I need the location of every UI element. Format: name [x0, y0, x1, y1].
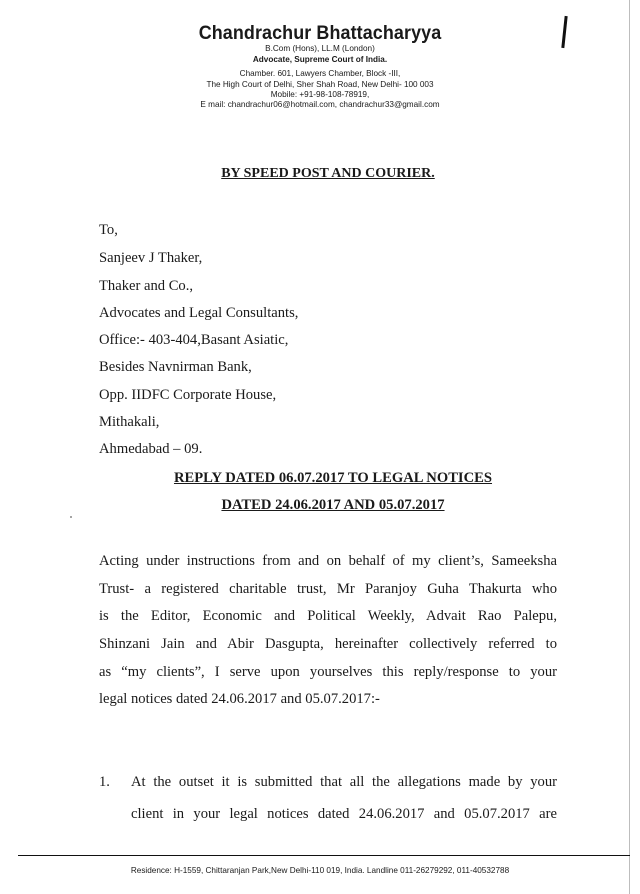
footer-rule — [18, 855, 630, 856]
recipient-line: Office:- 403-404,Basant Asiatic, — [99, 332, 289, 348]
subject-line-2: DATED 24.06.2017 AND 05.07.2017 — [221, 497, 445, 513]
letterhead-mobile: Mobile: +91-98-108-78919, — [270, 90, 370, 99]
paragraph-line: Trust- a registered charitable trust, Mr Paranjoy Guha Thakurta who — [99, 580, 557, 597]
paragraph-line: legal notices dated 24.06.2017 and 05.07.2017:- — [99, 691, 380, 708]
footer-residence: Residence: H-1559, Chittaranjan Park,New Delhi-110 019, India. Landline 011-26279292, 011-40532788 — [130, 866, 510, 875]
paragraph-line: is the Editor, Economic and Political Weekly, Advait Rao Palepu, — [99, 608, 557, 625]
page-edge — [629, 0, 630, 894]
letterhead-chamber: Chamber. 601, Lawyers Chamber, Block -III, — [239, 69, 401, 78]
recipient-line: Sanjeev J Thaker, — [99, 250, 203, 266]
recipient-line: Ahmedabad – 09. — [99, 441, 203, 457]
recipient-line: Mithakali, — [99, 414, 160, 430]
letterhead-name: Chandrachur Bhattacharyya — [198, 22, 442, 44]
intro-paragraph — [99, 548, 557, 714]
item-number: 1. — [99, 774, 110, 790]
paragraph-line: Shinzani Jain and Abir Dasgupta, hereinafter collectively referred to — [99, 636, 557, 653]
item-1-text — [131, 774, 557, 834]
letterhead-court-address: The High Court of Delhi, Sher Shah Road, New Delhi- 100 003 — [206, 80, 434, 89]
recipient-line: Opp. IIDFC Corporate House, — [99, 387, 277, 403]
paragraph-line: Acting under instructions from and on behalf of my client’s, Sameeksha — [99, 553, 557, 569]
letterhead-qualifications: B.Com (Hons), LL.M (London) — [265, 44, 375, 53]
delivery-heading: BY SPEED POST AND COURIER. — [221, 166, 435, 181]
paragraph-line: as “my clients”, I serve upon yourselves this reply/response to your — [99, 663, 557, 680]
letterhead-email: E mail: chandrachur06@hotmail.com, chandrachur33@gmail.com — [200, 100, 440, 109]
recipient-line: Thaker and Co., — [99, 278, 194, 294]
paragraph-line: client in your legal notices dated 24.06.2017 and 05.07.2017 are — [131, 806, 557, 822]
letterhead-designation: Advocate, Supreme Court of India. — [252, 55, 388, 64]
paragraph-line: At the outset it is submitted that all the allegations made by your — [131, 774, 557, 790]
recipient-line: Besides Navnirman Bank, — [99, 359, 252, 375]
recipient-line: Advocates and Legal Consultants, — [99, 305, 299, 321]
scan-speck — [70, 516, 72, 518]
subject-line-1: REPLY DATED 06.07.2017 TO LEGAL NOTICES — [173, 470, 493, 486]
recipient-line: To, — [99, 222, 118, 238]
